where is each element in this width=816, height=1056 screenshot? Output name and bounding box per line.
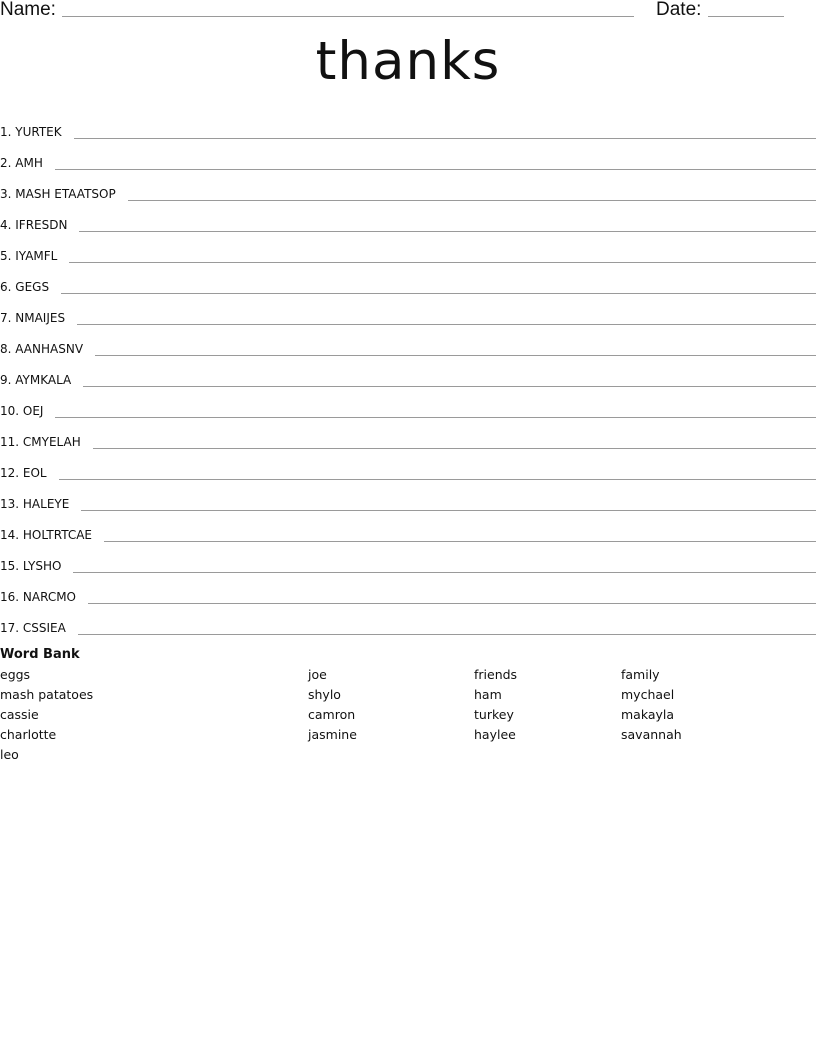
clue-label: 14. HOLTRTCAE <box>0 528 92 542</box>
word-bank-item: shylo <box>308 687 341 702</box>
clue-row <box>0 235 816 266</box>
word-bank-item: turkey <box>474 707 514 722</box>
clue-row <box>0 297 816 328</box>
clue-label: 7. NMAIJES <box>0 311 66 325</box>
clue-row <box>0 328 816 359</box>
word-bank-item: mychael <box>621 687 675 702</box>
clue-row <box>0 421 816 452</box>
clue-label: 2. AMH <box>0 156 43 170</box>
word-bank-item: mash patatoes <box>0 687 94 702</box>
word-bank-item: eggs <box>0 667 31 682</box>
clue-label: 9. AYMKALA <box>0 373 72 387</box>
clue-row <box>0 390 816 421</box>
word-bank-item: ham <box>474 687 502 702</box>
clue-row <box>0 142 816 173</box>
clue-row <box>0 452 816 483</box>
clue-label: 3. MASH ETAATSOP <box>0 187 116 201</box>
clue-row <box>0 204 816 235</box>
answer-line[interactable] <box>88 603 816 604</box>
answer-line[interactable] <box>69 262 816 263</box>
clue-label: 17. CSSIEA <box>0 621 66 635</box>
clue-label: 5. IYAMFL <box>0 249 58 263</box>
clue-label: 15. LYSHO <box>0 559 62 573</box>
answer-line[interactable] <box>73 572 816 573</box>
clue-label: 4. IFRESDN <box>0 218 68 232</box>
word-bank-item: jasmine <box>308 727 357 742</box>
date-field-line[interactable] <box>708 16 784 17</box>
clue-row <box>0 514 816 545</box>
answer-line[interactable] <box>95 355 816 356</box>
date-label: Date: <box>656 0 702 20</box>
word-bank-grid <box>0 665 816 765</box>
clue-row <box>0 266 816 297</box>
clue-row <box>0 359 816 390</box>
answer-line[interactable] <box>61 293 816 294</box>
word-bank-item: haylee <box>474 727 516 742</box>
word-bank-item: charlotte <box>0 727 57 742</box>
word-bank-item: joe <box>308 667 327 682</box>
header-row <box>0 0 816 22</box>
answer-line[interactable] <box>55 417 816 418</box>
answer-line[interactable] <box>128 200 816 201</box>
clue-label: 11. CMYELAH <box>0 435 81 449</box>
word-bank-item: family <box>621 667 660 682</box>
word-bank-item: friends <box>474 667 518 682</box>
answer-line[interactable] <box>59 479 816 480</box>
clue-list <box>0 111 816 638</box>
word-bank-item: camron <box>308 707 356 722</box>
answer-line[interactable] <box>79 231 816 232</box>
answer-line[interactable] <box>104 541 816 542</box>
clue-row <box>0 545 816 576</box>
word-bank-item: savannah <box>621 727 682 742</box>
answer-line[interactable] <box>93 448 816 449</box>
clue-label: 8. AANHASNV <box>0 342 84 356</box>
clue-label: 10. OEJ <box>0 404 44 418</box>
clue-row <box>0 111 816 142</box>
word-bank-item: leo <box>0 747 19 762</box>
answer-line[interactable] <box>81 510 816 511</box>
name-field-line[interactable] <box>62 16 634 17</box>
clue-label: 16. NARCMO <box>0 590 77 604</box>
word-bank <box>0 645 816 765</box>
clue-row <box>0 576 816 607</box>
clue-row <box>0 173 816 204</box>
clue-row <box>0 483 816 514</box>
name-label: Name: <box>0 0 56 20</box>
word-bank-item: makayla <box>621 707 675 722</box>
worksheet-title: thanks <box>315 31 501 92</box>
clue-row <box>0 607 816 638</box>
clue-label: 1. YURTEK <box>0 125 62 139</box>
answer-line[interactable] <box>83 386 816 387</box>
answer-line[interactable] <box>78 634 816 635</box>
word-bank-item: cassie <box>0 707 39 722</box>
clue-label: 12. EOL <box>0 466 47 480</box>
answer-line[interactable] <box>74 138 816 139</box>
word-bank-title: Word Bank <box>0 647 80 662</box>
clue-label: 6. GEGS <box>0 280 50 294</box>
answer-line[interactable] <box>77 324 816 325</box>
answer-line[interactable] <box>55 169 816 170</box>
clue-label: 13. HALEYE <box>0 497 70 511</box>
